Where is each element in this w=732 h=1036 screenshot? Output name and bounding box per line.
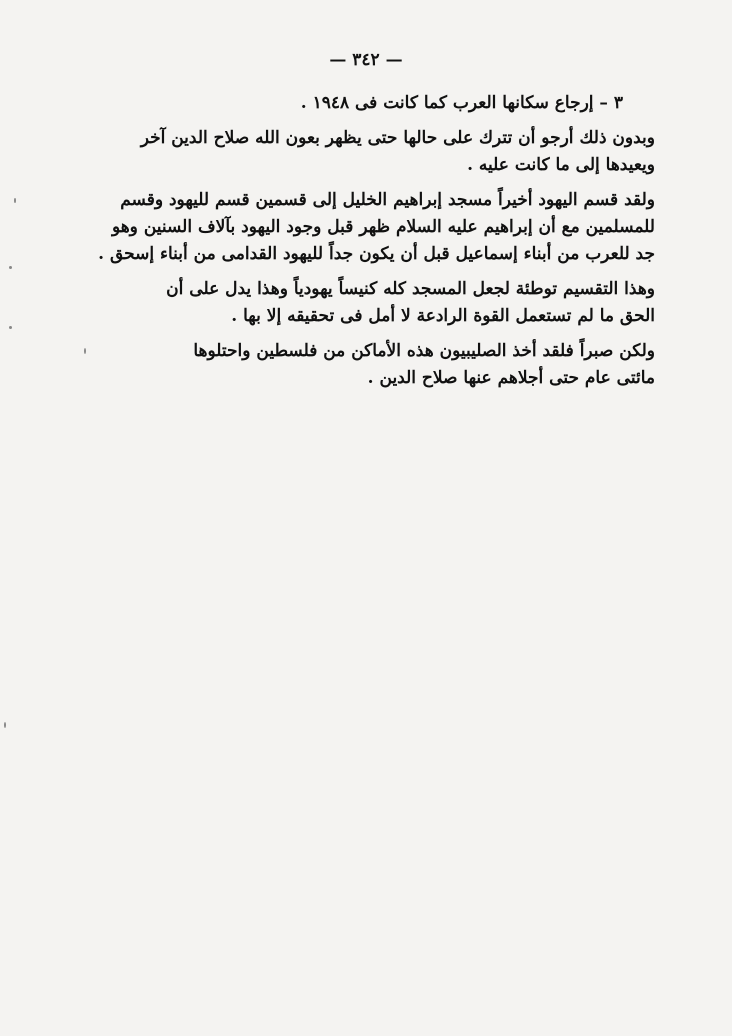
text-line: جد للعرب من أبناء إسماعيل قبل أن يكون جداً لليهود القدامى من أبناء إسحق . bbox=[98, 244, 655, 264]
scan-speck bbox=[9, 326, 12, 329]
paragraph-2 bbox=[90, 125, 655, 179]
text-line: وبدون ذلك أرجو أن تترك على حالها حتى يظهر بعون الله صلاح الدين آخر bbox=[140, 128, 655, 148]
text-line: مائتى عام حتى أجلاهم عنها صلاح الدين . bbox=[367, 368, 655, 388]
scan-speck bbox=[9, 266, 12, 269]
text-line: ويعيدها إلى ما كانت عليه . bbox=[467, 155, 655, 175]
text-line: الحق ما لم تستعمل القوة الرادعة لا أمل فى تحقيقه إلا بها . bbox=[231, 306, 655, 326]
paragraph-4 bbox=[90, 276, 655, 330]
scan-speck bbox=[84, 348, 86, 354]
scan-speck bbox=[14, 198, 16, 203]
paragraph-3 bbox=[90, 187, 655, 268]
text-line: للمسلمين مع أن إبراهيم عليه السلام ظهر قبل وجود اليهود بآلاف السنين وهو bbox=[111, 217, 655, 237]
paragraph-1 bbox=[90, 90, 655, 117]
page-body bbox=[90, 90, 655, 392]
text-line: وهذا التقسيم توطئة لجعل المسجد كله كنيساً يهودياً وهذا يدل على أن bbox=[166, 279, 655, 299]
text-line: ٣ – إرجاع سكانها العرب كما كانت فى ١٩٤٨ . bbox=[300, 93, 623, 113]
page-number: — ٣٤٢ — bbox=[329, 50, 403, 70]
paragraph-5 bbox=[90, 338, 655, 392]
text-line: ولقد قسم اليهود أخيراً مسجد إبراهيم الخليل إلى قسمين قسم لليهود وقسم bbox=[120, 190, 655, 210]
scan-speck bbox=[4, 722, 6, 728]
text-line: ولكن صبراً فلقد أخذ الصليبيون هذه الأماكن من فلسطين واحتلوها bbox=[193, 341, 655, 361]
